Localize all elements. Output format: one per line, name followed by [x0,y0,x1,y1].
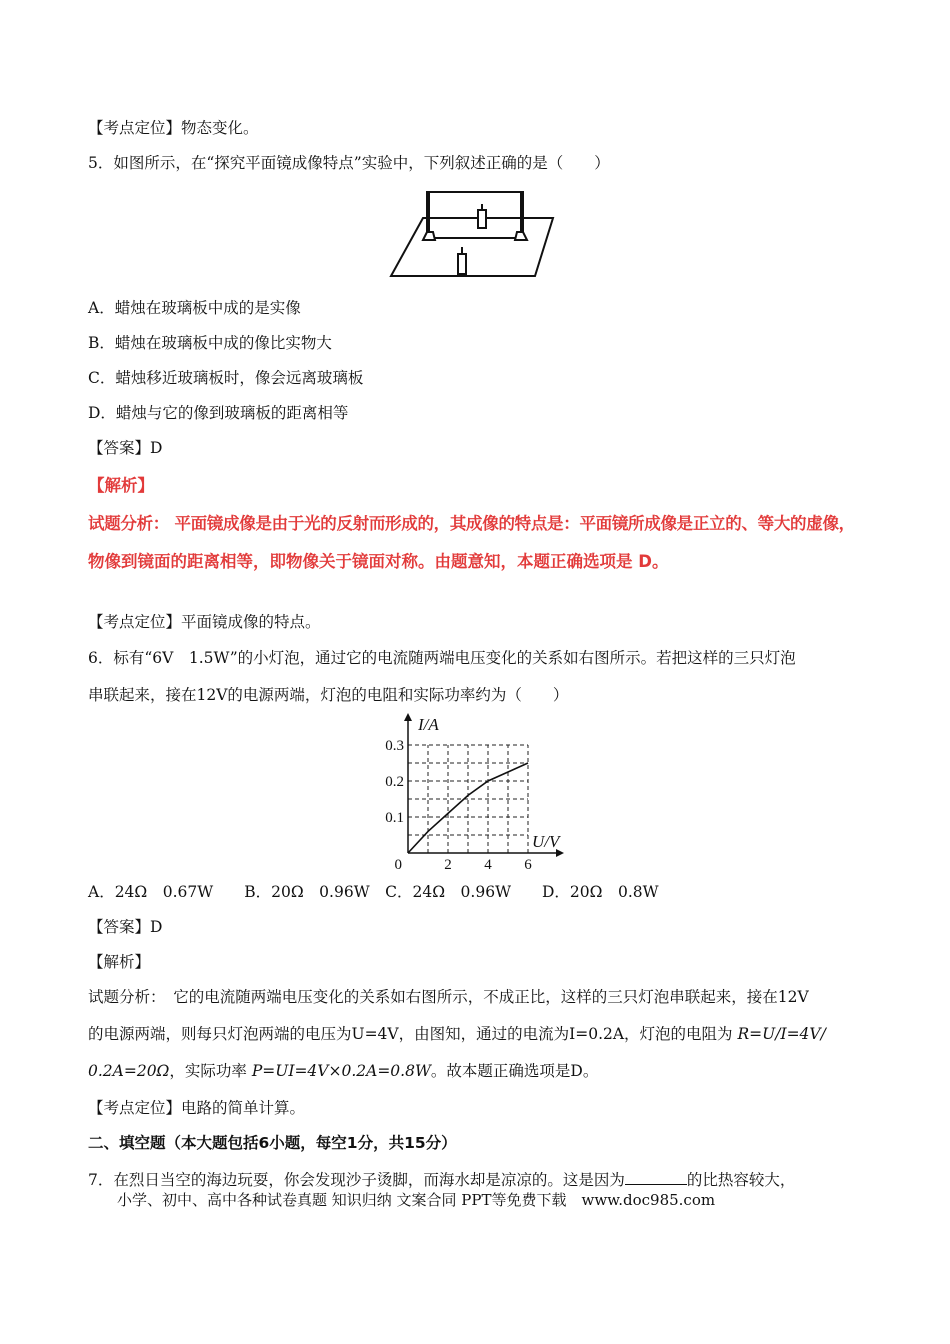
q6-power-label: ，实际功率 [169,1062,252,1080]
x-tick-label: 2 [444,857,452,872]
y-axis-label: I/A [418,715,439,734]
origin-label: 0 [394,857,402,872]
y-axis-arrow [404,713,412,721]
q7-stem-tail: 的比热容较大， [686,1171,796,1189]
q6-conclusion: 。故本题正确选项是D。 [430,1062,599,1080]
q6-stem-line2: 串联起来，接在12V的电源两端，灯泡的电阻和实际功率约为（ ） [88,686,569,704]
q5-option-c: C．蜡烛移近玻璃板时，像会远离玻璃板 [88,369,364,387]
q6-analysis-line2 [88,1023,826,1045]
x-tick-label: 6 [524,857,532,872]
iv-chart [378,712,578,872]
x-tick-label: 4 [484,857,492,872]
q5-answer: 【答案】D [88,439,163,457]
x-axis-label: U/V [532,832,560,851]
q5-option-a: A．蜡烛在玻璃板中成的是实像 [88,299,301,317]
q6-jiexi-title: 【解析】 [88,953,151,971]
q6-analysis-line3 [88,1060,598,1082]
q5-kaodian: 【考点定位】平面镜成像的特点。 [88,613,321,631]
q5-jiexi-title: 【解析】 [88,476,154,495]
mirror-experiment-figure [385,188,565,280]
q7-stem-text: 7．在烈日当空的海边玩耍，你会发现沙子烫脚，而海水却是凉凉的。这是因为 [88,1171,625,1189]
q6-answer: 【答案】D [88,918,163,936]
q6-resistance-result: 0.2A=20Ω [88,1062,170,1080]
q7-stem [88,1168,795,1191]
q6-analysis-line1: 试题分析： 它的电流随两端电压变化的关系如右图所示，不成正比，这样的三只灯泡串联起来，接在12V [88,988,809,1006]
q5-analysis-line2: 物像到镜面的距离相等，即物像关于镜面对称。由题意知，本题正确选项是 D。 [88,552,669,571]
y-tick-label: 0.1 [385,810,404,826]
q6-analysis-line2-text: 的电源两端，则每只灯泡两端的电压为U=4V，由图知，通过的电流为I=0.2A，灯泡的电阻为 [88,1025,738,1043]
q6-options: A．24Ω 0.67W B．20Ω 0.96W C．24Ω 0.96W D．20Ω 0.8W [88,883,659,901]
q4-kaodian: 【考点定位】物态变化。 [88,119,259,137]
q6-stem-line1: 6．标有“6V 1.5W”的小灯泡，通过它的电流随两端电压变化的关系如右图所示。若把这样的三只灯泡 [88,649,796,667]
q5-option-b: B．蜡烛在玻璃板中成的像比实物大 [88,334,332,352]
q6-power-formula: P=UI=4V×0.2A=0.8W [251,1062,431,1080]
y-tick-label: 0.2 [385,774,404,790]
y-tick-label: 0.3 [385,738,404,754]
section2-title: 二、填空题（本大题包括6小题，每空1分，共15分） [88,1134,457,1152]
q6-resistance-formula: R=U/I=4V/ [737,1025,826,1043]
q6-kaodian: 【考点定位】电路的简单计算。 [88,1099,306,1117]
q5-analysis-line1: 试题分析： 平面镜成像是由于光的反射而形成的，其成像的特点是：平面镜所成像是正立的、等大的虚像， [88,514,855,533]
q5-stem: 5．如图所示，在“探究平面镜成像特点”实验中，下列叙述正确的是（ ） [88,154,610,172]
q7-answer-blank [625,1168,687,1185]
q5-option-d: D．蜡烛与它的像到玻璃板的距离相等 [88,404,349,422]
footer: 小学、初中、高中各种试卷真题 知识归纳 文案合同 PPT等免费下载 www.doc985.com [117,1191,716,1209]
